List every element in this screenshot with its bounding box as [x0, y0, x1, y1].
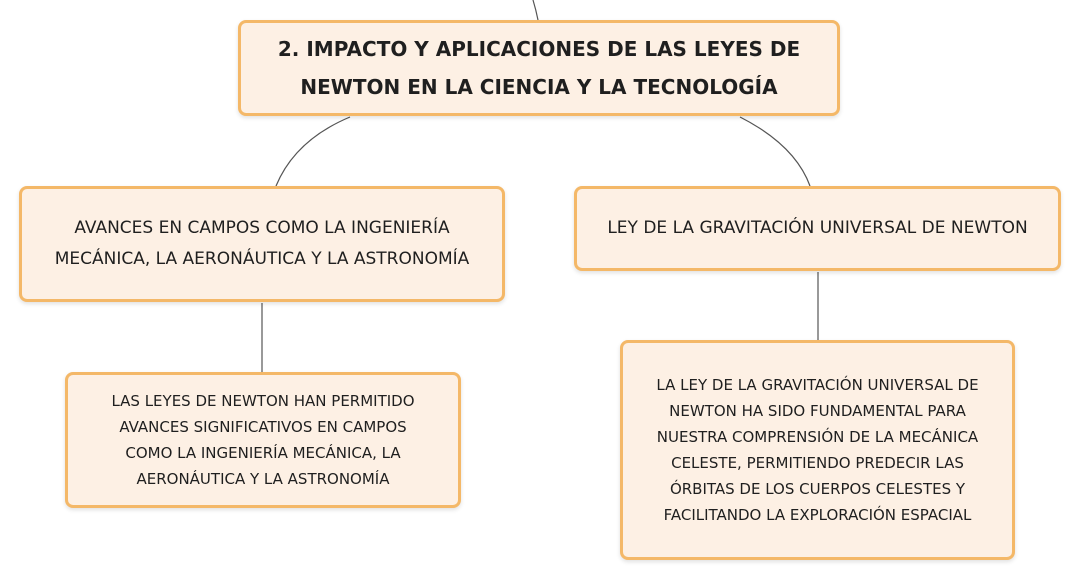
- detail-node-universal-gravitation[interactable]: [620, 340, 1015, 560]
- connector-root-to-right-branch: [740, 117, 810, 186]
- connector-root-to-left-branch: [276, 117, 350, 186]
- connector-incoming-root: [533, 0, 538, 20]
- detail-label-engineering-advances: LAS LEYES DE NEWTON HAN PERMITIDO AVANCES SIGNIFICATIVOS EN CAMPOS COMO LA INGENIERÍA MECÁNICA, LA AERONÁUTICA Y LA ASTRONOMÍA: [111, 392, 415, 488]
- detail-node-engineering-advances[interactable]: [65, 372, 461, 508]
- subtopic-label-universal-gravitation: LEY DE LA GRAVITACIÓN UNIVERSAL DE NEWTON: [607, 218, 1028, 238]
- root-topic-node[interactable]: [238, 20, 840, 116]
- subtopic-label-engineering-advances: AVANCES EN CAMPOS COMO LA INGENIERÍA MECÁNICA, LA AERONÁUTICA Y LA ASTRONOMÍA: [54, 218, 470, 269]
- root-topic-label: 2. IMPACTO Y APLICACIONES DE LAS LEYES DE NEWTON EN LA CIENCIA Y LA TECNOLOGÍA: [277, 37, 801, 99]
- subtopic-node-universal-gravitation[interactable]: [574, 186, 1061, 271]
- detail-label-universal-gravitation: LA LEY DE LA GRAVITACIÓN UNIVERSAL DE NEWTON HA SIDO FUNDAMENTAL PARA NUESTRA COMPRENSIÓN DE LA MECÁNICA CELESTE, PERMITIENDO PREDECIR LAS ÓRBITAS DE LOS CUERPOS CELESTES Y FACILITANDO LA EXPLORACIÓN ESPACIAL: [656, 376, 979, 524]
- subtopic-node-engineering-advances[interactable]: [19, 186, 505, 302]
